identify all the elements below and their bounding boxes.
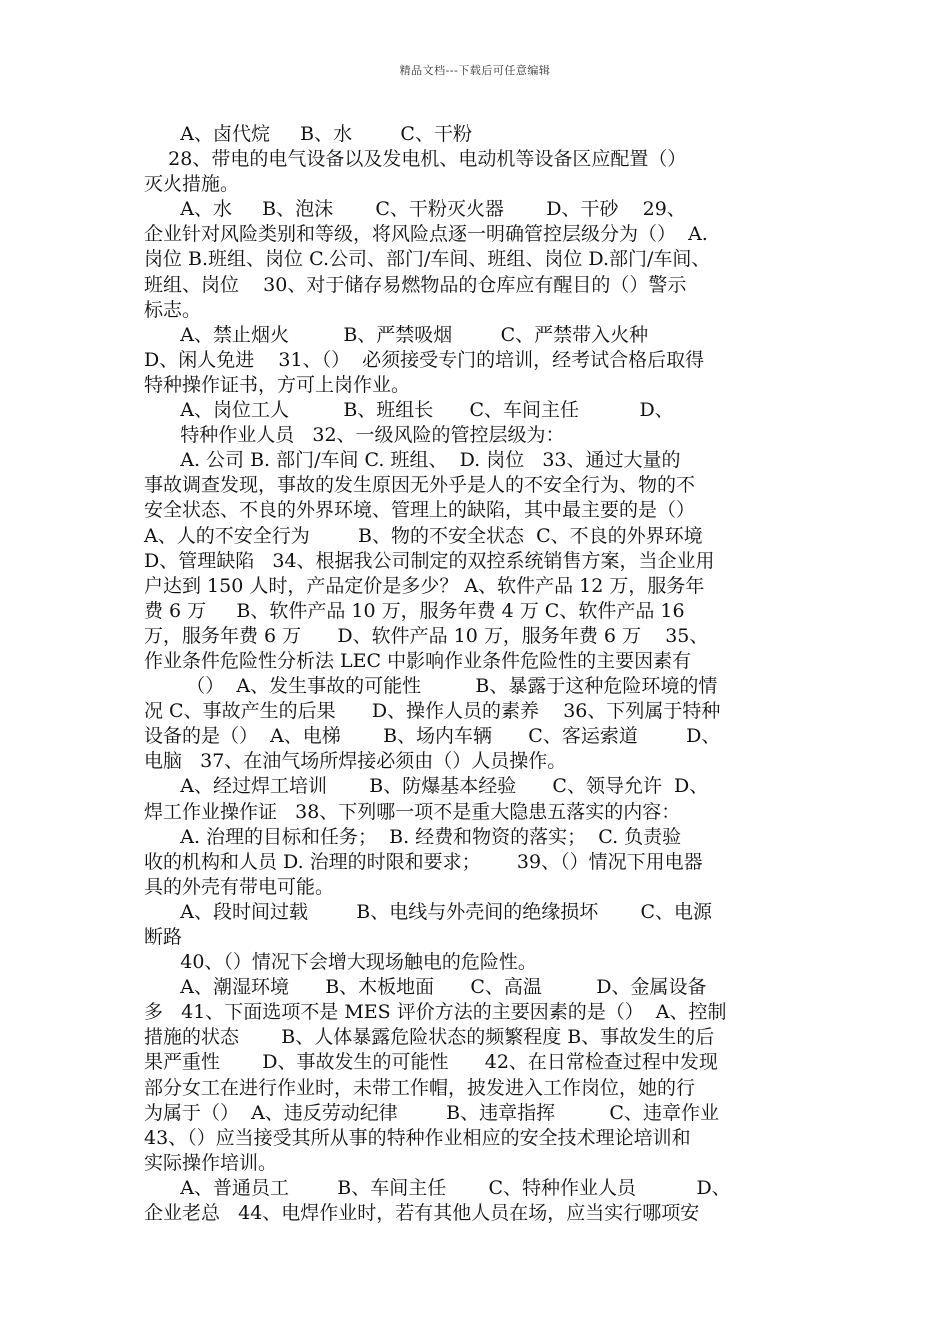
text-line: A、卤代烷 B、水 C、干粉 (144, 123, 472, 145)
text-line: A、岗位工人 B、班组长 C、车间主任 D、 (144, 399, 674, 422)
text-line: 事故调查发现，事故的发生原因无外乎是人的不安全行为、物的不 (144, 474, 696, 497)
page-header: 精品文档---下载后可任意编辑 (399, 64, 551, 77)
text-line: 多 41、下面选项不是 MES 评价方法的主要因素的是（） A、控制 (144, 1001, 727, 1024)
text-line: 况 C、事故产生的后果 D、操作人员的素养 36、下列属于特种 (144, 700, 721, 723)
text-line: A、普通员工 B、车间主任 C、特种作业人员 D、 (144, 1176, 731, 1199)
text-line: A、水 B、泡沫 C、干粉灭火器 D、干砂 29、 (144, 198, 686, 221)
text-line: 具的外壳有带电可能。 (144, 875, 335, 898)
text-line: 特种作业人员 32、一级风险的管控层级为： (144, 424, 565, 447)
text-line: A、经过焊工培训 B、防爆基本经验 C、领导允许 D、 (144, 775, 709, 798)
text-line: 措施的状态 B、人体暴露危险状态的频繁程度 B、事故发生的后 (144, 1026, 715, 1049)
text-line: D、管理缺陷 34、根据我公司制定的双控系统销售方案，当企业用 (144, 549, 715, 572)
text-line: 标志。 (144, 298, 202, 321)
text-line: 部分女工在进行作业时，未带工作帽，披发进入工作岗位，她的行 (144, 1076, 696, 1099)
text-line: 收的机构和人员 D. 治理的时限和要求； 39、（）情况下用电器 (144, 850, 703, 873)
text-line: 28、带电的电气设备以及发电机、电动机等设备区应配置（） (144, 148, 687, 171)
text-line: 企业老总 44、电焊作业时，若有其他人员在场，应当实行哪项安 (144, 1202, 700, 1225)
text-line: A. 治理的目标和任务； B. 经费和物资的落实； C. 负责验 (144, 825, 682, 848)
text-line: A、禁止烟火 B、严禁吸烟 C、严禁带入火种 (144, 323, 649, 346)
text-line: 安全状态、不良的外界环境、管理上的缺陷，其中最主要的是（） (144, 499, 696, 522)
text-line: 设备的是（） A、电梯 B、场内车辆 C、客运索道 D、 (144, 725, 721, 748)
text-line: D、闲人免进 31、（） 必须接受专门的培训，经考试合格后取得 (144, 348, 705, 371)
text-line: 断路 (144, 926, 183, 948)
text-line: A、潮湿环境 B、木板地面 C、高温 D、金属设备 (144, 976, 707, 999)
text-line: 费 6 万 B、软件产品 10 万，服务年费 4 万 C、软件产品 16 (144, 599, 685, 622)
text-line: 43、（）应当接受其所从事的特种作业相应的安全技术理论培训和 (144, 1126, 691, 1149)
text-line: A、段时间过载 B、电线与外壳间的绝缘损坏 C、电源 (144, 900, 713, 923)
text-line: 特种操作证书，方可上岗作业。 (144, 373, 411, 396)
text-line: 班组、岗位 30、对于储存易燃物品的仓库应有醒目的（）警示 (144, 273, 687, 296)
text-line: 作业条件危险性分析法 LEC 中影响作业条件危险性的主要因素有 (144, 649, 692, 672)
text-line: A. 公司 B. 部门/车间 C. 班组、 D. 岗位 33、通过大量的 (144, 449, 681, 472)
document-body (144, 122, 814, 1226)
text-line: 焊工作业操作证 38、下列哪一项不是重大隐患五落实的内容： (144, 800, 681, 823)
text-line: 实际操作培训。 (144, 1151, 278, 1174)
text-line: 万，服务年费 6 万 D、软件产品 10 万，服务年费 6 万 35、 (144, 624, 709, 647)
text-line: （） A、发生事故的可能性 B、暴露于这种危险环境的情 (144, 675, 718, 698)
text-line: 为属于（） A、违反劳动纪律 B、违章指挥 C、违章作业 (144, 1101, 719, 1124)
text-line: 灭火措施。 (144, 173, 240, 196)
text-line: 企业针对风险类别和等级，将风险点逐一明确管控层级分为（） A. (144, 223, 708, 246)
text-line: 电脑 37、在油气场所焊接必须由（）人员操作。 (144, 750, 567, 773)
text-line: 岗位 B.班组、岗位 C.公司、部门/车间、班组、岗位 D.部门/车间、 (144, 248, 711, 271)
text-line: A、人的不安全行为 B、物的不安全状态 C、不良的外界环境 (144, 524, 703, 547)
text-line: 果严重性 D、事故发生的可能性 42、在日常检查过程中发现 (144, 1051, 718, 1074)
text-line: 40、（）情况下会增大现场触电的危险性。 (144, 951, 537, 974)
text-line: 户达到 150 人时，产品定价是多少？ A、软件产品 12 万，服务年 (144, 574, 705, 597)
